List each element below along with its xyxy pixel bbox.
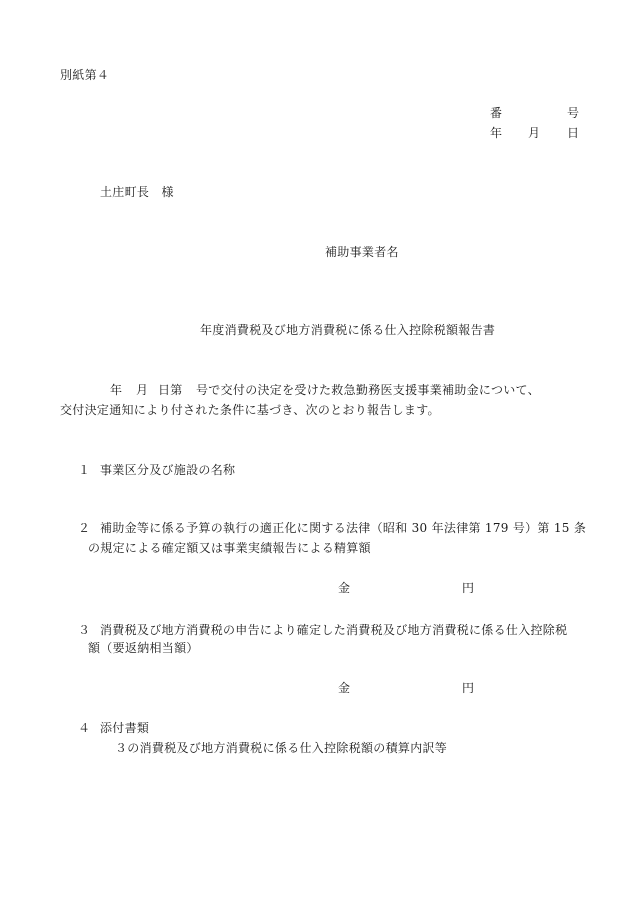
item-3-amount-prefix: 金 [338,681,351,695]
applicant-label: 補助事業者名 [325,245,399,259]
item-3-number: ３ [78,623,91,637]
intro-month: 月 [136,383,149,397]
item-2-amount-prefix: 金 [338,581,351,595]
item-2-line1: 補助金等に係る予算の執行の適正化に関する法律（昭和 30 年法律第 179 号）第 15 条 [100,521,587,535]
item-4-number: ４ [78,721,91,735]
intro-year: 年 [110,383,123,397]
intro-line2: 交付決定通知により付された条件に基づき、次のとおり報告します。 [60,403,440,417]
intro-day-number: 日第 [158,383,183,397]
intro-line1-rest: 号で交付の決定を受けた救急勤務医支援事業補助金について、 [196,383,540,397]
date-month-label: 月 [528,126,541,140]
number-label-ban: 番 [490,106,503,120]
item-1-number: １ [78,463,91,477]
item-2-amount-suffix: 円 [462,581,475,595]
item-2-line2: の規定による確定額又は事業実績報告による精算額 [88,541,371,555]
document-title: 年度消費税及び地方消費税に係る仕入控除税額報告書 [200,323,496,337]
item-1-text: 事業区分及び施設の名称 [100,463,236,477]
item-3-line1: 消費税及び地方消費税の申告により確定した消費税及び地方消費税に係る仕入控除税 [100,623,568,637]
date-year-label: 年 [490,126,503,140]
attachment-label: 別紙第４ [60,68,110,82]
number-label-go: 号 [567,106,580,120]
addressee: 土庄町長 様 [100,185,174,199]
item-4-sub: ３の消費税及び地方消費税に係る仕入控除税額の積算内訳等 [115,741,448,755]
item-2-number: ２ [78,521,91,535]
date-day-label: 日 [567,126,580,140]
item-4-text: 添付書類 [100,721,150,735]
item-3-line2: 額（要返納相当額） [88,641,199,655]
item-3-amount-suffix: 円 [462,681,475,695]
